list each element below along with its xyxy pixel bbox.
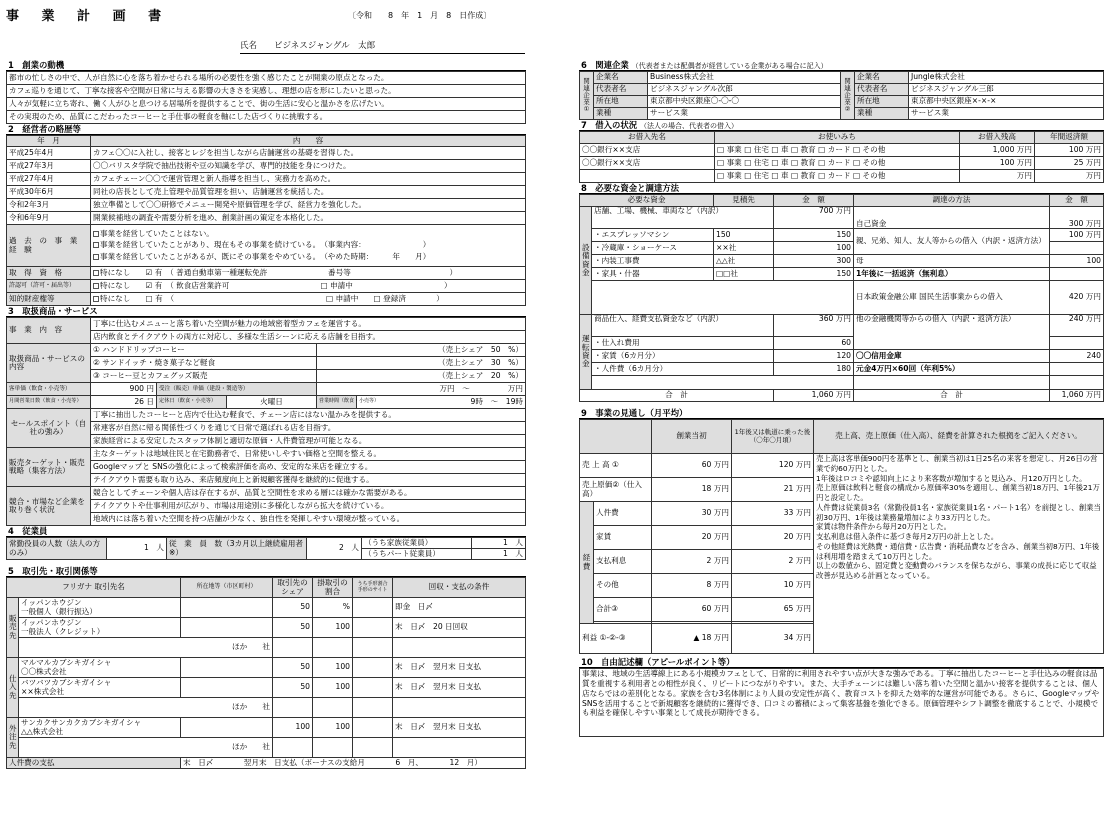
holiday-label: 定休日（飲食・小売等） bbox=[157, 396, 227, 409]
equip-item: ・エスプレッソマシン bbox=[592, 229, 714, 242]
career-content: 〇〇バリスタ学院で抽出技術や豆の知識を学び、専門的技能を身につけた。 bbox=[91, 160, 526, 173]
qualification-text: 特になし ☑ 有 （ 普通自動車第一種運転免許 番号等 ） bbox=[100, 267, 458, 277]
borrow-header: お借入残高 bbox=[960, 132, 1035, 144]
forecast-value: 2 bbox=[706, 556, 712, 566]
fund-terms: 元金4万円×60回（年利5%） bbox=[854, 363, 1050, 376]
partner-header: 所在地等（市区町村） bbox=[181, 578, 273, 598]
company-rep-label: 代表者名 bbox=[855, 84, 909, 96]
forecast-value: 65 bbox=[783, 604, 794, 614]
part-count: 1 人 bbox=[472, 549, 526, 560]
experience-label: 過 去 の 事 業 経 験 bbox=[7, 225, 91, 267]
officers-label: 常勤役員の人数（法人の方のみ） bbox=[7, 538, 107, 560]
forecast-after: 20 万円 bbox=[732, 526, 814, 550]
hours-label: 営業時間（飲食・小売等） bbox=[317, 396, 357, 409]
ip-label: 知的財産権等 bbox=[7, 293, 91, 306]
permit-text: 特になし ☑ 有 （ 飲食店営業許可 □ 申請中 ） bbox=[100, 280, 452, 290]
fund-header: 必要な資金 bbox=[580, 195, 714, 207]
section7-heading: 7 借入の状況 bbox=[581, 120, 638, 130]
forecast-note: 支払利息は借入条件に基づき毎月2万円の計上とした。 bbox=[816, 532, 999, 542]
section7-title bbox=[579, 120, 1104, 131]
fund-amount: 240 bbox=[1050, 350, 1104, 363]
forecast-value: 10 bbox=[783, 580, 794, 590]
forecast-start: 60 万円 bbox=[652, 454, 732, 478]
unit-price: 万円 ～ 万円 bbox=[317, 383, 526, 396]
forecast-corner bbox=[580, 420, 652, 454]
forecast-label: 合計③ bbox=[594, 598, 652, 622]
partner-kana: イッパンホウジン bbox=[21, 618, 82, 628]
career-content: 開業候補地の調査や需要分析を進め、創業計画の策定を本格化した。 bbox=[91, 212, 526, 225]
forecast-header-after: 1年後又は軌道に乗った後（〇年〇月頃） bbox=[732, 420, 814, 454]
company-addr-label: 所在地 bbox=[594, 96, 648, 108]
partner-other: ほか 社 bbox=[19, 638, 273, 658]
suppliers-label: 仕入先 bbox=[7, 658, 19, 718]
working-item: ・仕入れ費用 bbox=[592, 337, 774, 350]
competition-line: テイクアウトや仕事利用が広がり、市場は用途別に多様化しながら拡大を続けている。 bbox=[91, 500, 526, 513]
part-label: （うちパート従業員） bbox=[362, 549, 472, 560]
fund-amount: 420 万円 bbox=[1050, 281, 1104, 315]
company-name-label: 企業名 bbox=[855, 72, 909, 84]
forecast-value: 60 bbox=[701, 460, 712, 470]
working-item-amount: 60 bbox=[774, 337, 854, 350]
partner-credit: 100 bbox=[313, 658, 353, 678]
forecast-after: 33 万円 bbox=[732, 502, 814, 526]
career-date: 平成30年6月 bbox=[7, 186, 91, 199]
forecast-value: 34 bbox=[783, 633, 794, 643]
partner-terms bbox=[393, 678, 526, 698]
partner-credit: 100 bbox=[313, 718, 353, 738]
fund-source: 他の金融機関等からの借入（内訳・返済方法） bbox=[854, 315, 1050, 350]
working-item: ・人件費（6カ月分） bbox=[592, 363, 774, 376]
forecast-value: 20 bbox=[783, 532, 794, 542]
motivation-line: 都市の忙しさの中で、人が自然に心を落ち着かせられる場所の必要性を強く感じたことが開業の原点となった。 bbox=[7, 72, 526, 85]
payroll-terms: 末 日〆 翌月末 日支払（ボーナスの支給月 6 月、 12 月） bbox=[181, 758, 526, 769]
partner-kana: マルマルカブシキガイシャ bbox=[21, 658, 112, 668]
work-days: 26 日 bbox=[91, 396, 157, 409]
forecast-value: 120 bbox=[778, 460, 794, 470]
product-share: （売上シェア 30 %） bbox=[317, 357, 526, 370]
experience-option: 事業を経営していたことはない。 bbox=[100, 228, 214, 238]
avg-price-label: 客単価（飲食・小売等） bbox=[7, 383, 91, 396]
checkbox[interactable] bbox=[93, 296, 99, 302]
employees-label: 従 業 員 数（3カ月以上継続雇用者※） bbox=[167, 538, 307, 560]
section6-title bbox=[579, 60, 1104, 71]
partner-pay: 20 日回収 bbox=[432, 622, 468, 632]
forecast-value: 33 bbox=[783, 508, 794, 518]
lender: 〇〇銀行××支店 bbox=[580, 157, 715, 170]
forecast-table bbox=[579, 419, 1104, 654]
forecast-value: 2 bbox=[788, 556, 794, 566]
sources-total: 1,060 万円 bbox=[1050, 390, 1104, 402]
partner-header: フリガナ 取引先名 bbox=[7, 578, 181, 598]
checkbox[interactable] bbox=[93, 242, 99, 248]
partners-table bbox=[6, 577, 526, 769]
forecast-start: 60 万円 bbox=[652, 598, 732, 622]
forecast-after: 2 万円 bbox=[732, 550, 814, 574]
partner-header: 取引先のシェア bbox=[273, 578, 313, 598]
fund-amount: 240 万円 bbox=[1050, 315, 1104, 337]
equip-amount: 150 bbox=[774, 229, 854, 242]
forecast-label: 利益 ①-②-③ bbox=[580, 624, 652, 654]
section5-title: 5 取引先・取引関係等 bbox=[6, 566, 526, 577]
competition-line: 地域内には落ち着いた空間を持つ店舗が少なく、独自性を発揮しやすい環境が整っている。 bbox=[91, 513, 526, 526]
forecast-value: 8 bbox=[706, 580, 712, 590]
forecast-label: 人件費 bbox=[594, 502, 652, 526]
permit-label: 許認可（許可・届出等） bbox=[7, 280, 91, 293]
forecast-value: 18 bbox=[701, 484, 712, 494]
target-line: Googleマップと SNSの強化によって検索評価を高め、安定的な来店を確立する。 bbox=[91, 461, 526, 474]
checkbox[interactable] bbox=[93, 283, 99, 289]
section6-heading: 6 関連企業 bbox=[581, 60, 629, 70]
motivation-table bbox=[6, 71, 526, 124]
partner-close: 末 日〆 bbox=[395, 662, 426, 672]
expenses-label: 経費 bbox=[580, 502, 594, 624]
forecast-start: 2 万円 bbox=[652, 550, 732, 574]
equip-item: ・家具・什器 bbox=[592, 268, 714, 281]
company-1-industry: サービス業 bbox=[648, 108, 841, 120]
fund-terms: 1年後に一括返済（無利息） bbox=[854, 268, 1050, 281]
forecast-header-start: 創業当初 bbox=[652, 420, 732, 454]
right-column bbox=[579, 60, 1104, 737]
lender: 〇〇銀行××支店 bbox=[580, 144, 715, 157]
partner-credit: 100 bbox=[313, 678, 353, 698]
qualification-value bbox=[91, 267, 526, 280]
partner-name bbox=[19, 598, 181, 618]
products-label: 取扱商品・サービスの内容 bbox=[7, 344, 91, 383]
company-1-name: Business株式会社 bbox=[648, 72, 841, 84]
applicant-name bbox=[240, 42, 525, 54]
loan-repay: 100 万円 bbox=[1035, 144, 1104, 157]
partner-pay: 翌月末 日支払 bbox=[432, 662, 481, 672]
career-date: 平成25年4月 bbox=[7, 147, 91, 160]
section3-title: 3 取扱商品・サービス bbox=[6, 306, 526, 317]
fund-amount: 300 万円 bbox=[1050, 207, 1104, 229]
company-2-rep: ビジネスジャングル三郎 bbox=[909, 84, 1104, 96]
forecast-after: 34 万円 bbox=[732, 624, 814, 654]
fund-source: 自己資金 bbox=[854, 207, 1050, 229]
target-label: 販売ターゲット・販売戦略（集客方法） bbox=[7, 448, 91, 487]
partner-terms: 即金 日〆 bbox=[393, 598, 526, 618]
funds-total-label: 合 計 bbox=[580, 390, 774, 402]
checkbox[interactable] bbox=[93, 270, 99, 276]
forecast-note: 売上高は客単価900円を基準とし、創業当初は1日25名の来客を想定し、月26日の営業で約60万円とした。 bbox=[816, 454, 1098, 473]
partner-company: 一般法人（クレジット） bbox=[21, 626, 105, 636]
motivation-line: カフェ巡りを通じて、丁寧な接客や空間が日常に与える影響の大きさを実感し、理想の店を形にしたいと思った。 bbox=[7, 85, 526, 98]
partner-close: 末 日〆 bbox=[395, 682, 426, 692]
target-line: 主なターゲットは地域住民と在宅勤務者で、日常使いしやすい価格と空間を整える。 bbox=[91, 448, 526, 461]
working-amount: 360 万円 bbox=[774, 315, 854, 337]
partner-company: ××株式会社 bbox=[21, 686, 65, 696]
employees-table bbox=[6, 537, 526, 560]
forecast-label: 家賃 bbox=[594, 526, 652, 550]
loan-repay: 万円 bbox=[1035, 170, 1104, 183]
forecast-note: その他経費は光熱費・通信費・広告費・消耗品費などを含み、創業当初8万円、1年後は利用増を踏まえて10万円とした。 bbox=[816, 541, 1100, 561]
fund-header: 調達の方法 bbox=[854, 195, 1050, 207]
free-text: 事業は、地域の生活導線上にある小規模カフェとして、日常的に利用されやすい点が大きな強みである。丁寧に抽出したコーヒーと手仕込みの軽食は品質を重視する利用者との相性が良く、リピートにつながりやすい。また、大手チェーンには難しい落ち着いた空間と温かい接客を提供することは、個人店ならではの差別化となる。家族を含む3名体制により人員の安定性が高く、教育コストを抑えた効率的な運営が可能である。さらに、GoogleマップやSNSを活用することで新規顧客を継続的に獲得でき、口コミの蓄積によって集客基盤を強化できる。原価管理やシフト調整を徹底することで、小規模でも利益を確保しやすい事業として成長が期待できる。 bbox=[580, 669, 1104, 737]
equip-vendor: △△社 bbox=[714, 255, 774, 268]
partner-credit: 100 bbox=[313, 618, 353, 638]
checkbox[interactable] bbox=[93, 231, 99, 237]
career-header-content: 内 容 bbox=[91, 136, 526, 147]
experience-option: 事業を経営していたことがあり、現在もその事業を続けている。 （事業内容： ） bbox=[100, 240, 431, 250]
career-header-date: 年 月 bbox=[7, 136, 91, 147]
ip-text: 特になし □ 有 （ □ 申請中 □ 登録済 ） bbox=[100, 293, 444, 303]
payroll-label: 人件費の支払 bbox=[7, 758, 181, 769]
working-item-amount: 180 bbox=[774, 363, 854, 376]
selling-point: 家族経営による安定したスタッフ体制と適切な原価・人件費管理が可能となる。 bbox=[91, 435, 526, 448]
fund-header: 金 額 bbox=[1050, 195, 1104, 207]
working-head: 商品仕入、経費支払資金など（内訳） bbox=[592, 315, 774, 337]
working-item: ・家賃（6カ月分） bbox=[592, 350, 774, 363]
partner-name bbox=[19, 618, 181, 638]
partner-credit: % bbox=[313, 598, 353, 618]
company-1-addr: 東京都中央区銀座〇-〇-〇 bbox=[648, 96, 841, 108]
equip-vendor: □□社 bbox=[714, 268, 774, 281]
partner-terms bbox=[393, 618, 526, 638]
career-content: カフェチェーン〇〇で運営管理と新人指導を担当し、実務力を高めた。 bbox=[91, 173, 526, 186]
partner-header: 回収・支払の条件 bbox=[393, 578, 526, 598]
forecast-after: 65 万円 bbox=[732, 598, 814, 622]
name-value: ビジネスジャングル 太郎 bbox=[274, 41, 376, 51]
company-name-label: 企業名 bbox=[594, 72, 648, 84]
company-2-addr: 東京都中央区銀座×-×-× bbox=[909, 96, 1104, 108]
equipment-head: 店舗、工場、機械、車両など（内訳） bbox=[592, 207, 774, 229]
selling-point: 常連客が自然に帰る関係性づくりを通じて日常で選ばれる店を目指す。 bbox=[91, 422, 526, 435]
products-table bbox=[6, 317, 526, 526]
partner-pay: 翌月末 日支払 bbox=[432, 682, 481, 692]
company-ind-label: 業種 bbox=[594, 108, 648, 120]
borrowings-table bbox=[579, 131, 1104, 183]
loan-balance: 1,000 万円 bbox=[960, 144, 1035, 157]
partner-terms bbox=[393, 718, 526, 738]
partner-company: △△株式会社 bbox=[21, 726, 64, 736]
business-line: 店内飲食とテイクアウトの両方に対応し、多様な生活シーンに応える店舗を目指す。 bbox=[91, 331, 526, 344]
fund-lender: 母 bbox=[854, 255, 1050, 268]
equipment-funds-label: 設備資金 bbox=[580, 207, 592, 315]
borrow-header: 年間返済額 bbox=[1035, 132, 1104, 144]
company-rep-label: 代表者名 bbox=[594, 84, 648, 96]
forecast-after: 21 万円 bbox=[732, 478, 814, 502]
avg-price: 900 円 bbox=[91, 383, 157, 396]
section9-title: 9 事業の見通し（月平均） bbox=[579, 408, 1104, 419]
fund-amount: 100 万円 bbox=[1050, 229, 1104, 242]
related-company-1-label: 関連企業① bbox=[580, 72, 594, 120]
equip-amount: 300 bbox=[774, 255, 854, 268]
forecast-label: その他 bbox=[594, 574, 652, 598]
career-date: 平成27年4月 bbox=[7, 173, 91, 186]
forecast-start: 8 万円 bbox=[652, 574, 732, 598]
fund-source: 日本政策金融公庫 国民生活事業からの借入 bbox=[854, 281, 1050, 315]
forecast-label: 売上原価②（仕入高） bbox=[580, 478, 652, 502]
related-companies-table bbox=[579, 71, 1104, 120]
career-date: 令和6年9月 bbox=[7, 212, 91, 225]
product-item: ② サンドイッチ・焼き菓子など軽食 bbox=[91, 357, 317, 370]
fund-header: 金 額 bbox=[774, 195, 854, 207]
officers-count: 1 人 bbox=[107, 538, 167, 560]
equip-vendor: 150 bbox=[714, 229, 774, 242]
family-label: （うち家族従業員） bbox=[362, 538, 472, 549]
selling-points-label: セールスポイント（自社の強み） bbox=[7, 409, 91, 448]
forecast-label: 支払利息 bbox=[594, 550, 652, 574]
company-ind-label: 業種 bbox=[855, 108, 909, 120]
sales-partners-label: 販売先 bbox=[7, 598, 19, 658]
doc-title: 事 業 計 画 書 bbox=[6, 9, 171, 24]
equipment-amount: 700 万円 bbox=[774, 207, 854, 229]
equip-amount: 100 bbox=[774, 242, 854, 255]
partner-company: 〇〇株式会社 bbox=[21, 666, 67, 676]
creation-date: 〔令和 8 年 1 月 8 日作成〕 bbox=[348, 11, 492, 20]
product-share: （売上シェア 20 %） bbox=[317, 370, 526, 383]
section8-title: 8 必要な資金と調達方法 bbox=[579, 183, 1104, 194]
forecast-after: 10 万円 bbox=[732, 574, 814, 598]
career-content: カフェ〇〇に入社し、接客とレジを担当しながら店舗運営の基礎を習得した。 bbox=[91, 147, 526, 160]
experience-options bbox=[91, 225, 526, 267]
partner-kana: バツバツカブシキガイシャ bbox=[21, 678, 112, 688]
holiday: 火曜日 bbox=[227, 396, 317, 409]
partner-company: 一般個人（銀行振込） bbox=[21, 606, 97, 616]
forecast-start: 18 万円 bbox=[652, 478, 732, 502]
left-column bbox=[6, 60, 526, 769]
career-date: 平成27年3月 bbox=[7, 160, 91, 173]
section4-title: 4 従業員 bbox=[6, 526, 526, 537]
forecast-value: 21 bbox=[783, 484, 794, 494]
outsource-label: 外注先 bbox=[7, 718, 19, 758]
loan-use: □ 事業 □ 住宅 □ 車 □ 教育 □ カード □ その他 bbox=[715, 144, 960, 157]
qualification-label: 取 得 資 格 bbox=[7, 267, 91, 280]
motivation-line: 人々が気軽に立ち寄れ、働く人がひと息つける居場所を提供することで、街の生活に安心と温かさを広げたい。 bbox=[7, 98, 526, 111]
partner-close: 末 日〆 bbox=[395, 622, 426, 632]
borrow-header: お借入先名 bbox=[580, 132, 715, 144]
forecast-value: 60 bbox=[701, 604, 712, 614]
section7-note: （法人の場合、代表者の借入） bbox=[640, 122, 738, 130]
partner-kana: イッパンホウジン bbox=[21, 598, 82, 608]
partner-name bbox=[19, 678, 181, 698]
partner-terms bbox=[393, 658, 526, 678]
forecast-note: 人件費は従業員3名（常勤役員1名・家族従業員1名・パート1名）を前提とし、創業当初30万円、1年後は業務量増加により33万円とした。 bbox=[816, 502, 1101, 522]
family-count: 1 人 bbox=[472, 538, 526, 549]
forecast-value: ▲ 18 bbox=[693, 633, 712, 643]
motivation-line: その実現のため、品質にこだわったコーヒーと手仕事の軽食を軸にした店づくりに挑戦する。 bbox=[7, 111, 526, 124]
partner-header: うち手形割合 手形のサイト bbox=[353, 578, 393, 598]
ip-value bbox=[91, 293, 526, 306]
working-item-amount: 120 bbox=[774, 350, 854, 363]
product-share: （売上シェア 50 %） bbox=[317, 344, 526, 357]
partner-share: 50 bbox=[273, 658, 313, 678]
partner-other: ほか 社 bbox=[19, 698, 273, 718]
experience-option: 事業を経営していたことがあるが、既にその事業をやめている。 （やめた時期： 年 月） bbox=[100, 251, 431, 261]
related-company-2-label: 関連企業② bbox=[841, 72, 855, 120]
equip-item: ・冷蔵庫・ショーケース bbox=[592, 242, 714, 255]
partner-close: 末 日〆 bbox=[395, 722, 426, 732]
forecast-note: 売上原価は飲料と軽食の構成から原価率30%を適用し、創業当初18万円、1年後21万円と設定した。 bbox=[816, 483, 1100, 503]
company-addr-label: 所在地 bbox=[855, 96, 909, 108]
employees-count: 2 人 bbox=[307, 538, 362, 560]
partner-name bbox=[19, 658, 181, 678]
forecast-value: 30 bbox=[701, 508, 712, 518]
forecast-start: ▲ 18 万円 bbox=[652, 624, 732, 654]
business-line: 丁寧に仕込むメニューと落ち着いた空間が魅力の地域密着型カフェを運営する。 bbox=[91, 318, 526, 331]
section10-title: 10 自由記述欄（アピールポイント等） bbox=[579, 657, 1104, 668]
forecast-start: 20 万円 bbox=[652, 526, 732, 550]
fund-header: 見積先 bbox=[714, 195, 774, 207]
unit-price-label: 受注（販売）単価（建設・製造等） bbox=[157, 383, 317, 396]
free-text-table bbox=[579, 668, 1104, 737]
section1-title: 1 創業の動機 bbox=[6, 60, 526, 71]
partner-share: 50 bbox=[273, 598, 313, 618]
lender bbox=[580, 170, 715, 183]
fund-lender: 〇〇信用金庫 bbox=[854, 350, 1050, 363]
forecast-header-note: 売上高、売上原価（仕入高）、経費を計算された根拠をご記入ください。 bbox=[814, 420, 1104, 454]
partner-pay: 翌月末 日支払 bbox=[432, 722, 481, 732]
selling-point: 丁寧に抽出したコーヒーと店内で仕込む軽食で、チェーン店にはない温かみを提供する。 bbox=[91, 409, 526, 422]
forecast-label: 売 上 高 ① bbox=[580, 454, 652, 478]
section6-note: （代表者または配偶者が経営している企業がある場合に記入） bbox=[631, 62, 828, 70]
partner-share: 100 bbox=[273, 718, 313, 738]
competition-label: 競合・市場など企業を取り巻く状況 bbox=[7, 487, 91, 526]
loan-use: □ 事業 □ 住宅 □ 車 □ 教育 □ カード □ その他 bbox=[715, 170, 960, 183]
equip-amount: 150 bbox=[774, 268, 854, 281]
product-item: ① ハンドドリップコーヒー bbox=[91, 344, 317, 357]
fund-amount: 100 bbox=[1050, 255, 1104, 268]
forecast-note: 家賃は物件条件から毎月20万円とした。 bbox=[816, 522, 952, 532]
funding-table bbox=[579, 194, 1104, 402]
partner-other: ほか 社 bbox=[19, 738, 273, 758]
business-label: 事 業 内 容 bbox=[7, 318, 91, 344]
forecast-value: 20 bbox=[701, 532, 712, 542]
career-date: 令和2年3月 bbox=[7, 199, 91, 212]
forecast-start: 30 万円 bbox=[652, 502, 732, 526]
partner-share: 50 bbox=[273, 678, 313, 698]
company-1-rep: ビジネスジャングル次郎 bbox=[648, 84, 841, 96]
work-days-label: 月間営業日数（飲食・小売等） bbox=[7, 396, 91, 409]
target-line: テイクアウト需要も取り込み、来店頻度向上と新規顧客獲得を継続的に促進する。 bbox=[91, 474, 526, 487]
loan-repay: 25 万円 bbox=[1035, 157, 1104, 170]
permit-value bbox=[91, 280, 526, 293]
working-funds-label: 運転資金 bbox=[580, 315, 592, 390]
partner-header: 掛取引の割合 bbox=[313, 578, 353, 598]
name-label: 氏名 bbox=[240, 41, 258, 51]
forecast-note: 以上の数値から、固定費と変動費のバランスを保ちながら、事業の成長に応じて収益改善が見込める計画となっている。 bbox=[816, 561, 1097, 581]
forecast-notes bbox=[814, 454, 1104, 654]
forecast-note: 1年後はロコミや認知向上により来客数が増加すると見込み、月120万円とした。 bbox=[816, 473, 1087, 483]
partner-share: 50 bbox=[273, 618, 313, 638]
equip-item: ・内装工事費 bbox=[592, 255, 714, 268]
career-content: 同社の店長として売上管理や品質管理を担い、店舗運営を統括した。 bbox=[91, 186, 526, 199]
career-content: 独立準備として〇〇研修でメニュー開発や原価管理を学び、経営力を強化した。 bbox=[91, 199, 526, 212]
checkbox[interactable] bbox=[93, 254, 99, 260]
borrow-header: お使いみち bbox=[715, 132, 960, 144]
career-table bbox=[6, 135, 526, 306]
funds-total: 1,060 万円 bbox=[774, 390, 854, 402]
fund-source: 親、兄弟、知人、友人等からの借入（内訳・返済方法） bbox=[854, 229, 1050, 255]
partner-kana: サンカクサンカクカブシキガイシャ bbox=[21, 718, 142, 728]
equip-vendor: ××社 bbox=[714, 242, 774, 255]
partner-name bbox=[19, 718, 181, 738]
competition-line: 競合としてチェーンや個人店は存在するが、品質と空間性を求める層には確かな需要がある。 bbox=[91, 487, 526, 500]
product-item: ③ コーヒー豆とカフェグッズ販売 bbox=[91, 370, 317, 383]
company-2-name: Jungle株式会社 bbox=[909, 72, 1104, 84]
forecast-after: 120 万円 bbox=[732, 454, 814, 478]
sources-total-label: 合 計 bbox=[854, 390, 1050, 402]
hours: 9時 ～ 19時 bbox=[357, 396, 526, 409]
loan-balance: 万円 bbox=[960, 170, 1035, 183]
company-2-industry: サービス業 bbox=[909, 108, 1104, 120]
section2-title: 2 経営者の略歴等 bbox=[6, 124, 526, 135]
loan-balance: 100 万円 bbox=[960, 157, 1035, 170]
loan-use: □ 事業 □ 住宅 □ 車 □ 教育 □ カード □ その他 bbox=[715, 157, 960, 170]
